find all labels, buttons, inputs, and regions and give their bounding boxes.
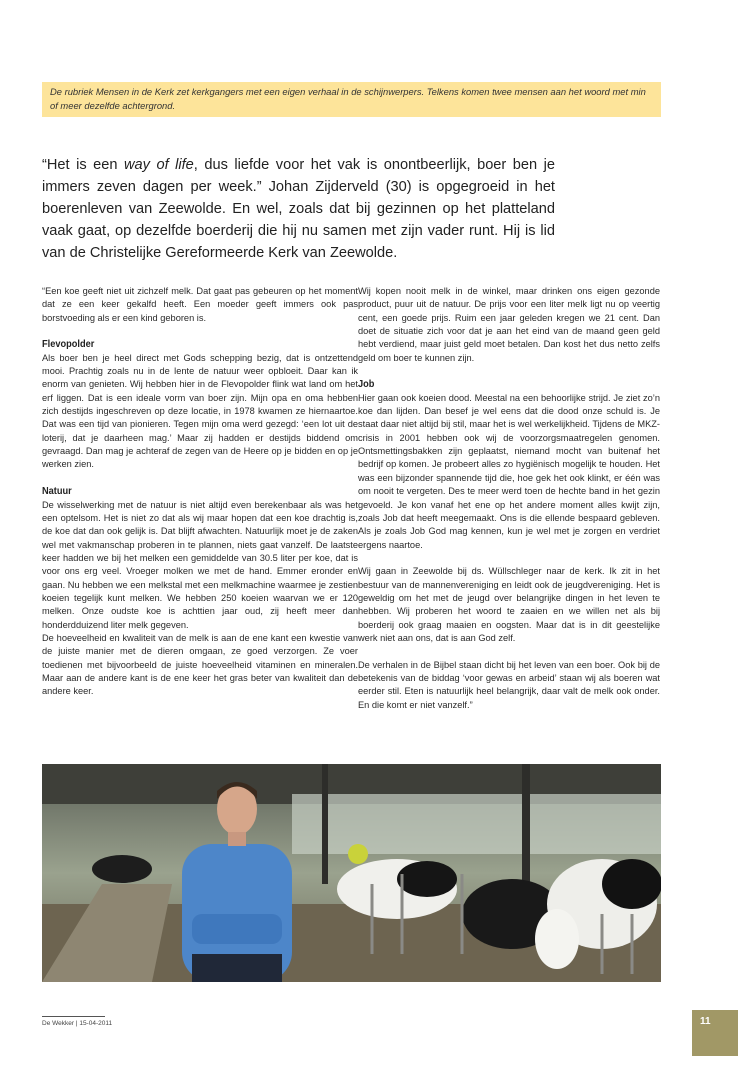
- farmer-in-barn-photo: [42, 764, 661, 982]
- intro-paragraph: [42, 154, 555, 264]
- body-paragraph: De hoeveelheid en kwaliteit van de melk is aan de ene kant een kwestie van de juiste manier met de dieren omgaan, ze goed verzorgen. Ze voer toedienen met bijvoorbeeld de juiste hoeveelheid vitaminen en mineralen. Maar aan de andere kant is de ene keer het gras beter van kwaliteit dan de andere keer.: [42, 632, 358, 697]
- body-paragraph: De verhalen in de Bijbel staan dicht bij het leven van een boer. Ook bij de betekenis van de biddag ‘voor gewas en arbeid’ staan wij als boeren wat eerder stil. Eten is natuurlijk heel belangrijk, daar valt de melk ook onder. En die komt er niet vanzelf.”: [358, 659, 660, 710]
- right-column: [358, 285, 660, 712]
- section-heading: Flevopolder: [42, 338, 95, 351]
- body-paragraph: Wij gaan in Zeewolde bij ds. Wüllschleger naar de kerk. Ik zit in het bestuur van de mannenvereniging en leidt ook de jeugdvereniging. Het is geweldig om het met de jeugd over belangrijke dingen in het leven te hebben. Wij proberen het woord te zaaien en we willen net als bij boerderij ook graag maaien en oogsten. Maar dat is in dit geestelijke werk niet aan ons, dat is aan God zelf.: [358, 566, 660, 643]
- footer-publication: De Wekker | 15-04-2011: [42, 1020, 113, 1027]
- body-paragraph: De wisselwerking met de natuur is niet altijd even berekenbaar als was het een optelsom. Het is niet zo dat als wij maar hopen dat een koe drachtig is, de koe dat dan ook gelijk is. Dat blijft afwachten. Natuurlijk moet je de zaken wel met vakmanschap proberen in te plannen, niets gaat vanzelf. De laatste keer hadden we bij het melken een gemiddelde van 30.5 liter per koe, dat is voor ons erg veel. Vroeger molken we met de hand. Emmer eronder en gaan. Nu hebben we een melkstal met een melkmachine waarmee je zestien koeien tegelijk kunt melken. We hebben 250 koeien waarvan we er 120 melken. Onze oudste koe is achttien jaar oud, zij heeft meer dan honderdduizend liter melk gegeven.: [42, 499, 358, 630]
- body-paragraph: Als boer ben je heel direct met Gods schepping bezig, dat is ontzettend mooi. Prachtig zoals nu in de lente de natuur weer opbloeit. Daar kan ik enorm van genieten. Wij hebben hier in de Flevopolder flink wat land om het erf liggen. Dat is een ideale vorm van boer zijn. Mijn opa en oma hebben zich destijds ingeschreven op deze locatie, in 1978 kwamen ze hiernaartoe. Dat was een tijd van pionieren. Tegen mijn oma werd gezegd: ‘een lot uit de loterij, dat je daarheen mag.’ Maar zij hadden er destijds biddend om gevraagd. Dan mag je achteraf de zegen van de Heere op je bidden en op je werken zien.: [42, 352, 358, 470]
- footer-rule: [42, 1016, 105, 1017]
- section-heading: Natuur: [42, 485, 72, 498]
- body-paragraph: Wij kopen nooit melk in de winkel, maar drinken ons eigen gezonde product, puur uit de natuur. De prijs voor een liter melk ligt nu op veertig cent, een goede prijs. Ruim een jaar geleden kregen we 21 cent. Dan doet de situatie zich voor dat je aan het eind van de maand geen geld hebt verdiend, maar juist geld moet betalen. Dan kost het dus netto zelfs geld om boer te kunnen zijn.: [358, 286, 660, 363]
- body-paragraph: “Een koe geeft niet uit zichzelf melk. Dat gaat pas gebeuren op het moment dat ze een keer gekalfd heeft. Een moeder geeft immers ook pas borstvoeding als er een kind geboren is.: [42, 286, 358, 323]
- rubric-banner: De rubriek Mensen in de Kerk zet kerkgangers met een eigen verhaal in de schijnwerpers. Telkens komen twee mensen aan het woord met min of meer dezelfde achtergrond.: [42, 82, 661, 117]
- body-paragraph: Hier gaan ook koeien dood. Meestal na een behoorlijke strijd. Je ziet zo’n koe dan lijden. Dan besef je wel eens dat die dood onze schuld is. Je staat daar niet altijd bij stil, maar het is wel werkelijkheid. Tijdens de MKZ-crisis in 2001 hebben ook wij de voorzorgsmaatregelen genomen. Ontsmettingsbakken zijn geplaatst, niemand mocht van buitenaf het bedrijf op komen. Je probeert alles zo hygiënisch mogelijk te houden. Het was een bijzonder spannende tijd die, hoe gek het ook klinkt, er één was om nooit te vergeten. Des te meer werd toen de hechte band in het gezin gevoeld. Je kon vanaf het ene op het andere moment alles kwijt zijn, zoals Job dat heeft meegemaakt. Ons is die ellende bespaard gebleven. Als je zoals Job God mag kennen, kun je wel met je zorgen en verdriet ergens naartoe.: [358, 392, 660, 550]
- intro-text: , dus liefde voor het vak is onontbeerlijk, boer ben je immers zeven dagen per week.” Johan Zijderveld (30) is opgegroeid in het boerenleven van Zeewolde. En wel, zoals dat bij gezinnen op het platteland vaak gaat, op dezelfde boerderij die hij nu samen met zijn vader runt. Hij is lid van de Christelijke Gereformeerde Kerk van Zeewolde.: [42, 157, 556, 261]
- left-column: [42, 285, 358, 699]
- section-heading: Job: [358, 378, 375, 391]
- intro-emphasis: way of life: [124, 157, 194, 173]
- intro-text: “Het is een: [42, 157, 124, 173]
- page-number: 11: [692, 1010, 738, 1056]
